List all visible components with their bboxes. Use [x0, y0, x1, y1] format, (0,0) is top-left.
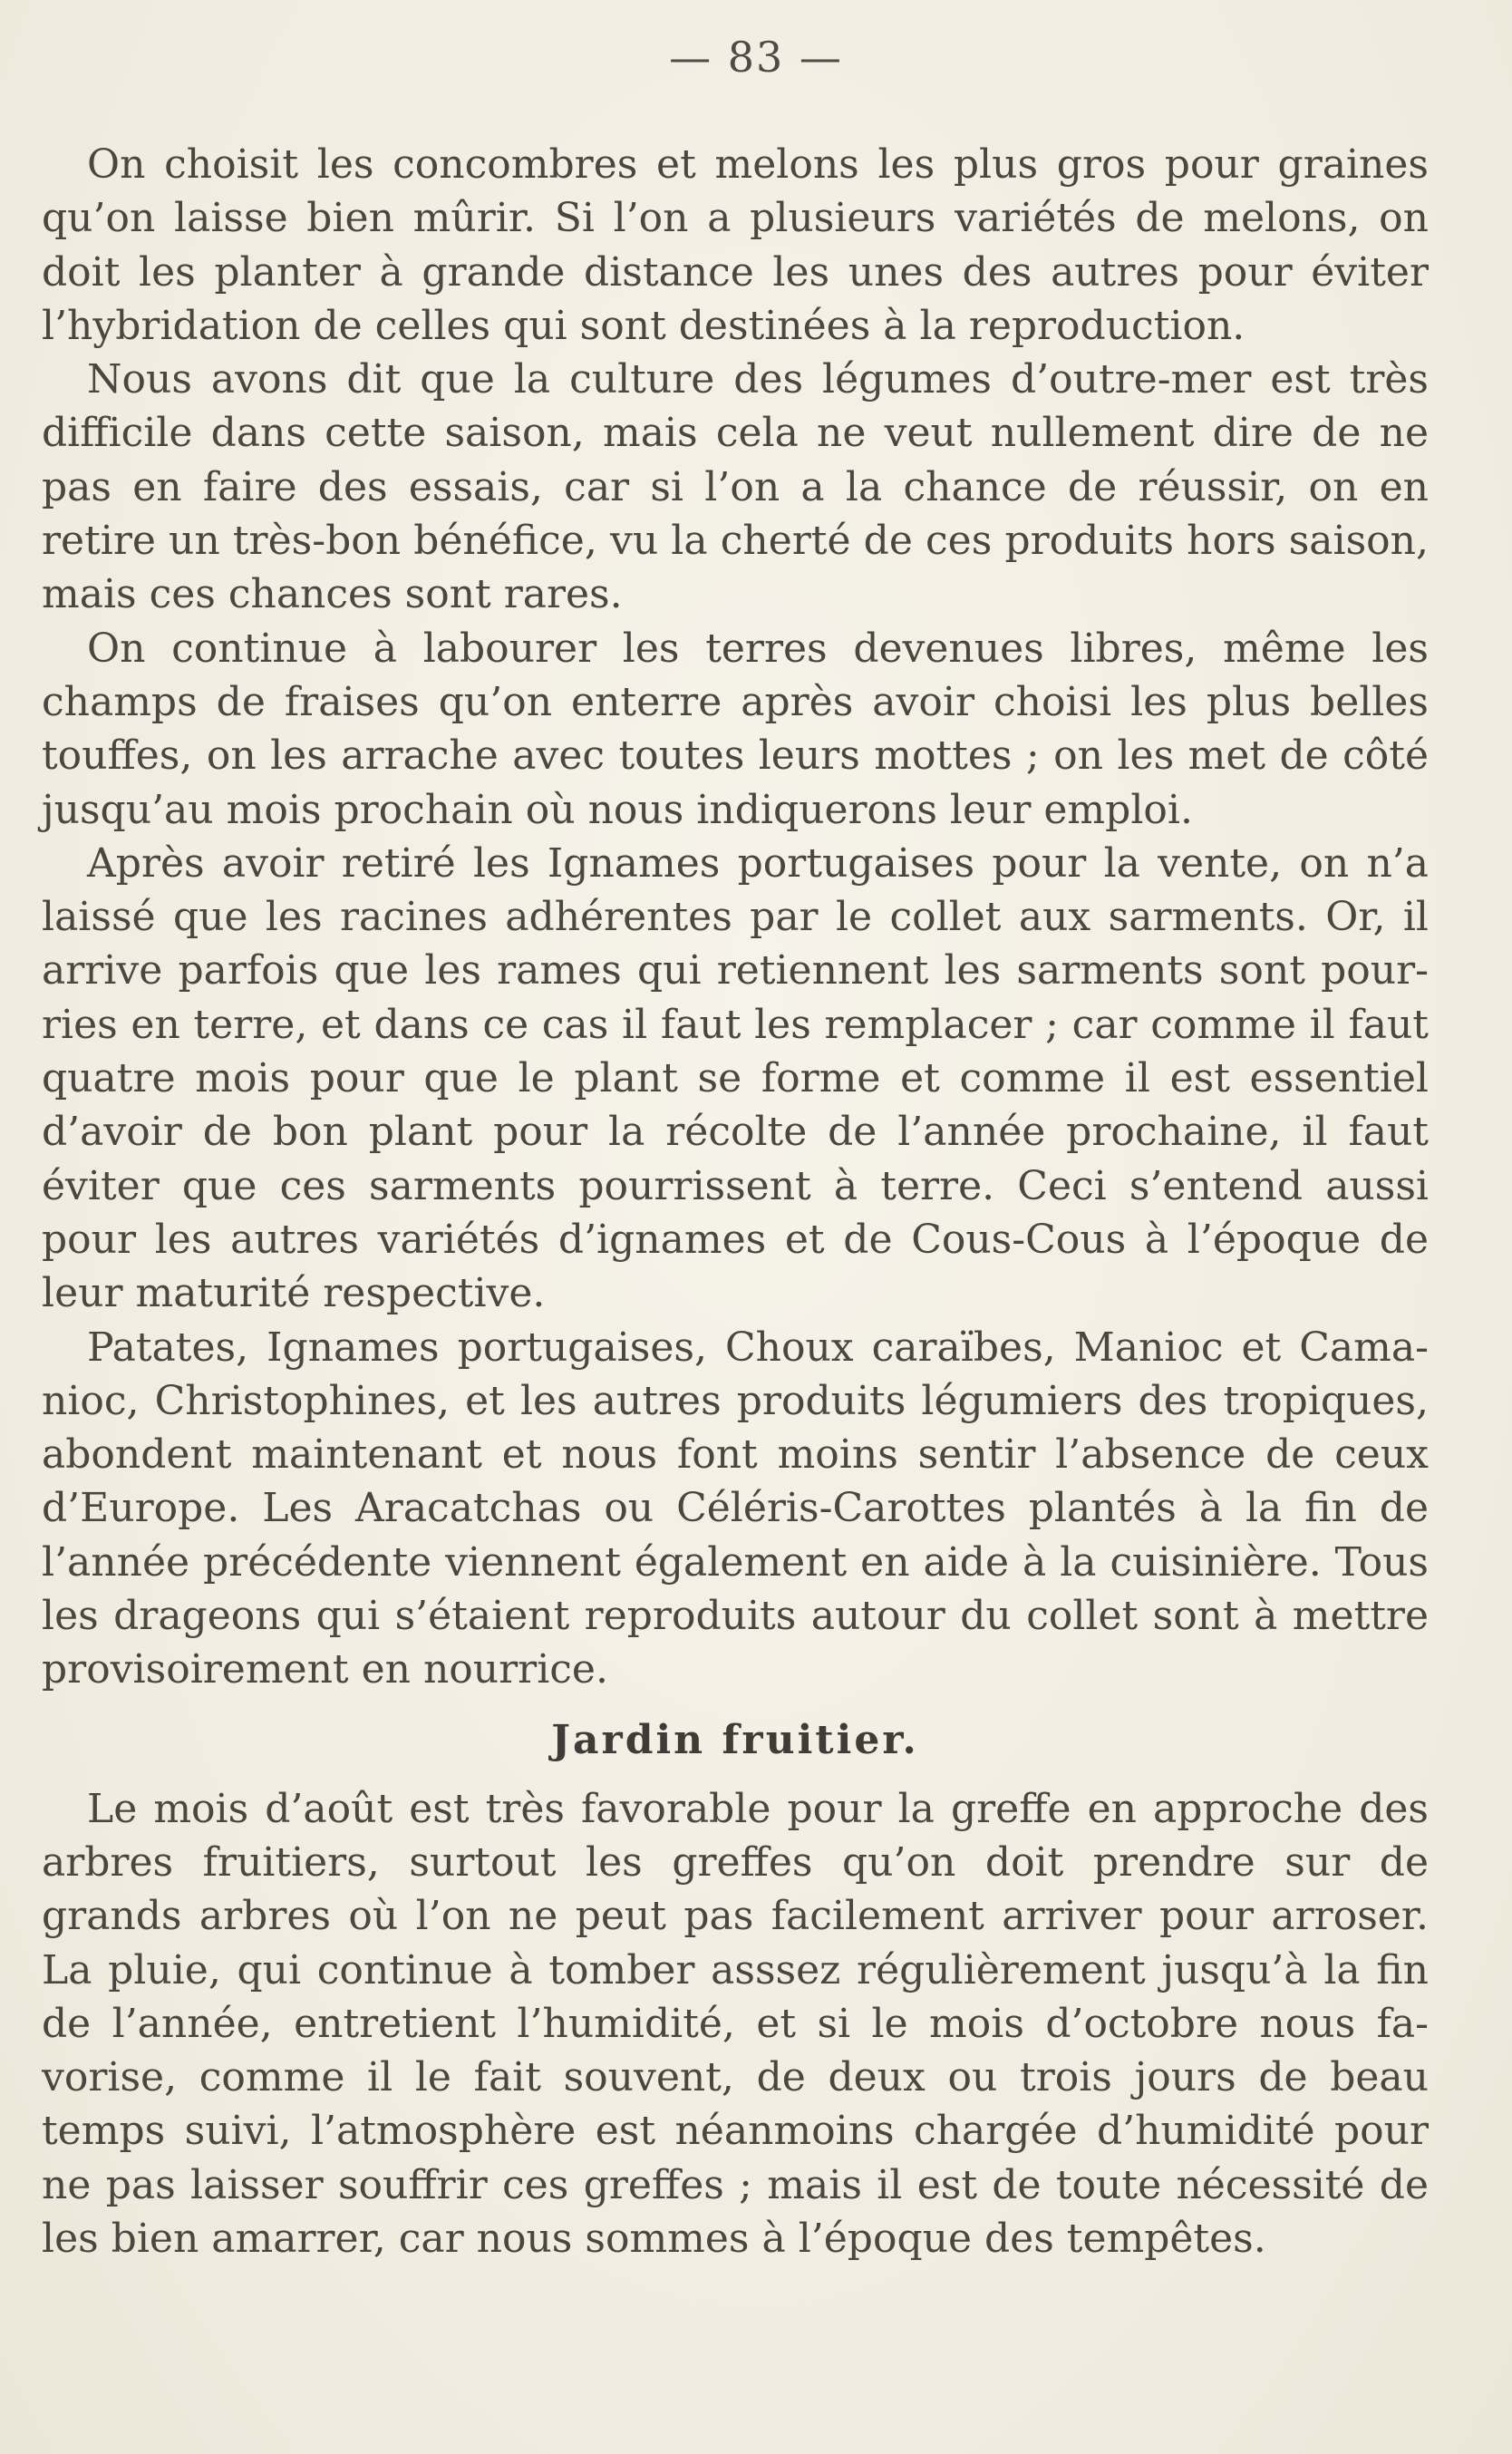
- paragraph-ploughing: On continue à labourer les terres devenues libres, même les champs de fraises qu’on enterre après avoir choisi les plus belles touffes, on les arrache avec toutes leurs mottes ; on les met de côté jusqu’au mois prochain où nous indiquerons leur emploi.: [42, 625, 1429, 833]
- paragraph-melon-seeds: On choisit les concombres et melons les plus gros pour graines qu’on laisse bien mûrir. Si l’on a plusieurs variétés de melons, on doit les planter à grande distance les unes des autres pour éviter l’hybridation de celles qui sont destinées à la reproduction.: [42, 141, 1429, 349]
- section-heading-fruit-garden: Jardin fruitier.: [551, 1716, 919, 1763]
- paragraph-overseas-vegetables: Nous avons dit que la culture des légumes d’outre-mer est très difficile dans cette saison, mais cela ne veut nullement dire de ne pas en faire des essais, car si l’on a la chance de réussir, on en retire un très-bon bénéfice, vu la cherté de ces produits hors saison, mais ces chances sont rares.: [42, 356, 1429, 618]
- paragraph-grafting: Le mois d’août est très favorable pour la greffe en approche des arbres fruitiers, surtout les greffes qu’on doit prendre sur de grands arbres où l’on ne peut pas facilement arriver pour arroser. La pluie, qui continue à tomber asssez régulièrement jusqu’à la fin de l’année, entretient l’humidité, et si le mois d’octobre nous favorise, comme il le fait souvent, de deux ou trois jours de beau temps suivi, l’atmosphère est néanmoins chargée d’humidité pour ne pas laisser souffrir ces greffes ; mais il est de toute nécessité de les bien amarrer, car nous sommes à l’époque des tempêtes.: [42, 1785, 1429, 2262]
- paragraph-tropical-produce: Patates, Ignames portugaises, Choux caraïbes, Manioc et Camanioc, Christophines, et les autres produits légumiers des tropiques, abondent maintenant et nous font moins sentir l’absence de ceux d’Europe. Les Aracatchas ou Céléris-Carottes plantés à la fin de l’année précédente viennent également en aide à la cuisinière. Tous les drageons qui s’étaient reproduits autour du collet sont à mettre provisoirement en nourrice.: [42, 1324, 1429, 1693]
- paragraph-yams: Après avoir retiré les Ignames portugaises pour la vente, on n’a laissé que les racines adhérentes par le collet aux sarments. Or, il arrive parfois que les rames qui retiennent les sarments sont pourries en terre, et dans ce cas il faut les remplacer ; car comme il faut quatre mois pour que le plant se forme et comme il est essentiel d’avoir de bon plant pour la récolte de l’année prochaine, il faut éviter que ces sarments pourrissent à terre. Ceci s’entend aussi pour les autres variétés d’ignames et de Cous-Cous à l’époque de leur maturité respective.: [42, 839, 1429, 1317]
- page-number: — 83 —: [669, 33, 843, 82]
- page-body: [42, 138, 1429, 2265]
